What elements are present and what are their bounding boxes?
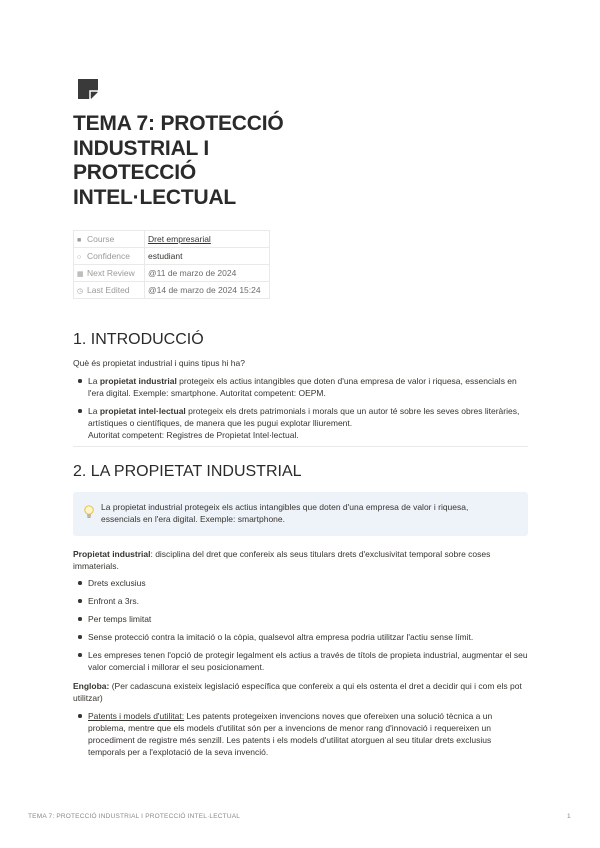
list-item: La propietat industrial protegeix els actius intangibles que doten d'una empresa de valor i riquesa, essencials en l'era digital. Exemple: smartphone. Autoritat competent: OEPM.: [88, 375, 530, 399]
property-row: [74, 282, 270, 299]
definition-paragraph: Propietat industrial: disciplina del dret que confereix als seus titulars drets d'exclusivitat temporal sobre coses immaterials.: [73, 549, 491, 571]
properties-table: [73, 230, 270, 299]
course-link[interactable]: Dret empresarial: [148, 234, 211, 244]
page-icon: [77, 78, 99, 100]
list-item: Patents i models d'utilitat: Les patents protegeixen invencions noves que ofereixen una solució tècnica a un problema, mentre que els models d'utilitat són per a invencions de menor rang d'innovació i requereixen un procediment de registre més senzill. Les patents i els models d'utilitat atorguen al seu titular drets exclusius temporals per a l'explotació de la seva invenció.: [88, 710, 530, 758]
question-text: Què és propietat industrial i quins tipus hi ha?: [73, 358, 245, 368]
book-icon: ■: [77, 237, 82, 244]
property-key: Last Edited: [87, 285, 130, 295]
lightbulb-icon: [83, 505, 95, 519]
list-item: La propietat intel·lectual protegeix els drets patrimonials i morals que un autor té sobre les seves obres literàries, artístiques o científiques, de manera que les pugui explotar lliurement. Autoritat competent: Registres de Propietat Intel·lectual.: [88, 405, 530, 441]
list-item: Drets exclusius: [88, 577, 530, 589]
divider: [73, 446, 528, 447]
next-review-date[interactable]: @11 de marzo de 2024: [148, 268, 237, 278]
clock-icon: ◷: [77, 288, 84, 295]
property-key: Next Review: [87, 268, 135, 278]
property-row: [74, 248, 270, 265]
circle-icon: ○: [77, 254, 82, 261]
property-key: Course: [87, 234, 115, 244]
list-item: Enfront a 3rs.: [88, 595, 530, 607]
section-heading-propietat-industrial: 2. LA PROPIETAT INDUSTRIAL: [73, 463, 302, 480]
page-number: 1: [567, 813, 571, 820]
callout: [73, 492, 528, 536]
section-heading-introduccio: 1. INTRODUCCIÓ: [73, 331, 204, 348]
callout-text: La propietat industrial protegeix els actius intangibles que doten d'una empresa de valor i riquesa, essencials en l'era digital. Exemple: smartphone.: [101, 502, 469, 524]
footer-title: TEMA 7: PROTECCIÓ INDUSTRIAL I PROTECCIÓ INTEL·LECTUAL: [28, 813, 241, 820]
property-row: [74, 265, 270, 282]
property-row: [74, 231, 270, 248]
calendar-icon: ▦: [77, 271, 84, 278]
confidence-value: estudiant: [148, 251, 183, 261]
last-edited-date: @14 de marzo de 2024 15:24: [148, 285, 261, 295]
property-key: Confidence: [87, 251, 131, 261]
list-item: Per temps limitat: [88, 613, 530, 625]
list-item: Sense protecció contra la imitació o la còpia, qualsevol altra empresa podria utilitzar l'actiu sense límit.: [88, 631, 530, 643]
list-item: Les empreses tenen l'opció de protegir legalment els actius a través de títols de propieta industrial, augmentar el seu valor comercial i millorar el seu posicionament.: [88, 649, 530, 673]
page-title: TEMA 7: PROTECCIÓ INDUSTRIAL I PROTECCIÓ INTEL·LECTUAL: [73, 112, 284, 209]
engloba-paragraph: Engloba: (Per cadascuna existeix legislació específica que confereix a qui els ostenta el dret a decidir qui i com els pot utilitzar): [73, 681, 522, 703]
